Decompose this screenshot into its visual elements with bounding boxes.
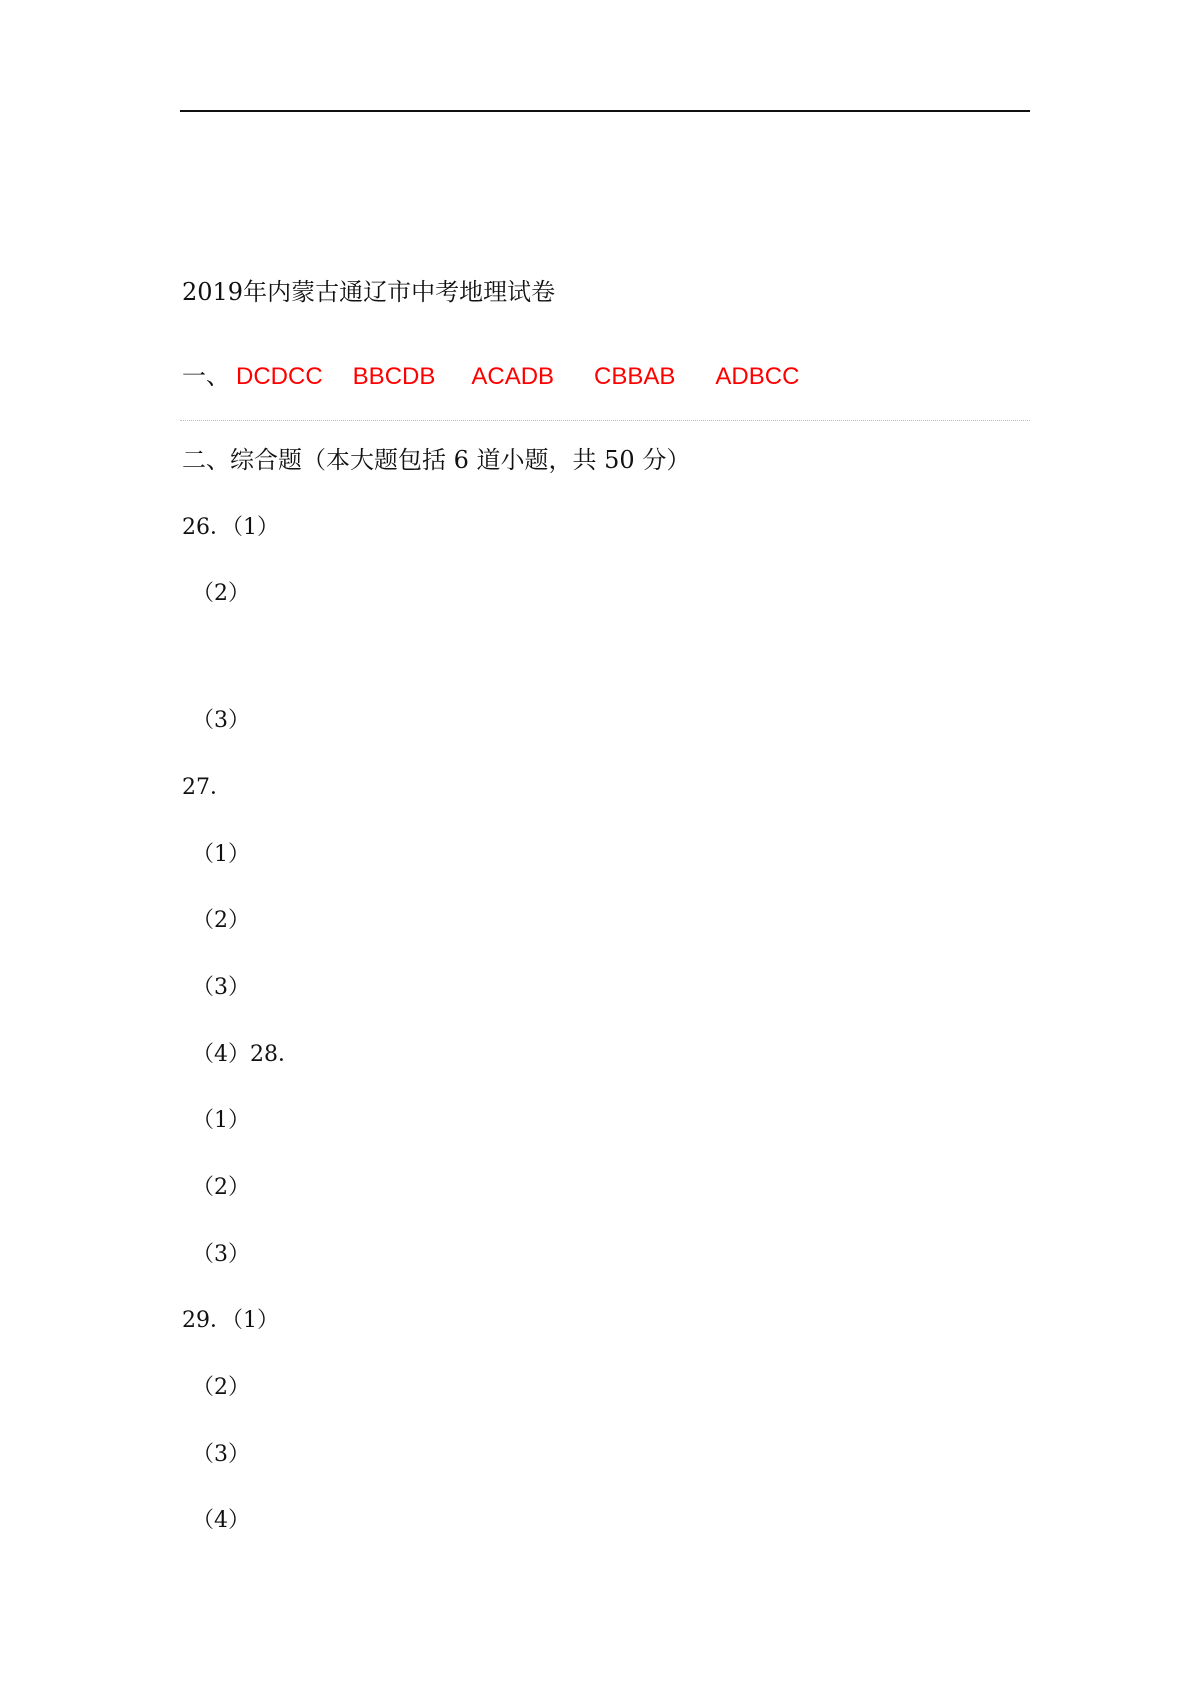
- question-27-part-3: （3）: [192, 975, 250, 1000]
- question-26-part-2: （2）: [192, 581, 250, 606]
- question-28-part-1: （1）: [192, 1108, 250, 1133]
- question-28-part-3: （3）: [192, 1242, 250, 1267]
- section-two-heading: 二、综合题（本大题包括 6 道小题，共 50 分）: [182, 446, 691, 474]
- answer-group-5: ADBCC: [715, 363, 800, 390]
- answer-group-2: BBCDB: [352, 363, 436, 390]
- question-29-part-1: 29．（1）: [182, 1308, 279, 1333]
- question-29-part-2: （2）: [192, 1375, 250, 1400]
- question-26-part-1: 26．（1）: [182, 515, 279, 540]
- question-28-part-2: （2）: [192, 1175, 250, 1200]
- answer-group-4: CBBAB: [594, 363, 676, 390]
- multiple-choice-answers: [182, 360, 799, 393]
- section-one-prefix: 一、: [182, 362, 230, 390]
- question-26-part-3: （3）: [192, 708, 250, 733]
- answer-group-3: ACADB: [471, 363, 555, 390]
- header-rule: [180, 110, 1030, 112]
- section-divider: [180, 420, 1030, 421]
- question-29-part-3: （3）: [192, 1442, 250, 1467]
- question-27-part-4-question-28: （4）28．: [192, 1042, 300, 1067]
- answer-group-1: DCDCC: [236, 363, 323, 390]
- question-27-part-2: （2）: [192, 908, 250, 933]
- question-27-part-1: （1）: [192, 842, 250, 867]
- question-27-number: 27．: [182, 775, 232, 800]
- document-title: 2019年内蒙古通辽市中考地理试卷: [182, 278, 556, 306]
- question-29-part-4: （4）: [192, 1508, 250, 1533]
